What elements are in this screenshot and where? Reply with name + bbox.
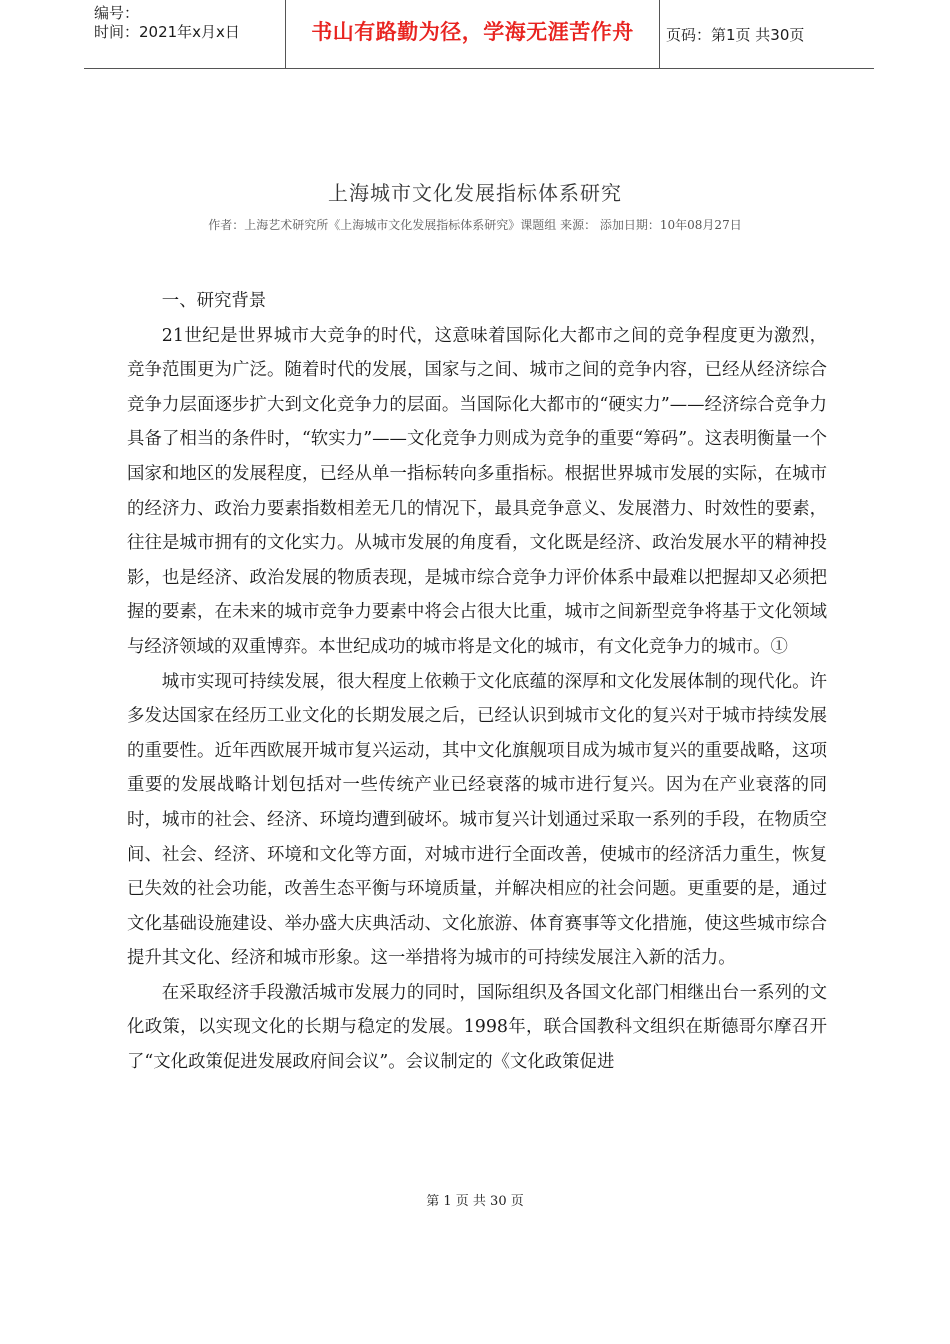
header-meta	[94, 4, 286, 64]
document-title: 上海城市文化发展指标体系研究	[328, 181, 622, 205]
paragraph-3: 在采取经济手段激活城市发展力的同时，国际组织及各国文化部门相继出台一系列的文化政策，以实现文化的长期与稳定的发展。1998年，联合国教科文组织在斯德哥尔摩召开了“文化政策促进发展政府间会议”。会议制定的《文化政策促进	[127, 982, 827, 1073]
header-page-info: 页码：第1页 共30页	[666, 26, 805, 44]
header-motto: 书山有路勤为径，学海无涯苦作舟	[311, 20, 634, 44]
paragraph-1: 21世纪是世界城市大竞争的时代，这意味着国际化大都市之间的竞争程度更为激烈，竞争范围更为广泛。随着时代的发展，国家与之间、城市之间的竞争内容，已经从经济综合竞争力层面逐步扩大到文化竞争力的层面。当国际化大都市的“硬实力”——经济综合竞争力具备了相当的条件时，“软实力”——文化竞争力则成为竞争的重要“筹码”。这表明衡量一个国家和地区的发展程度，已经从单一指标转向多重指标。根据世界城市发展的实际，在城市的经济力、政治力要素指数相差无几的情况下，最具竞争意义、发展潜力、时效性的要素，往往是城市拥有的文化实力。从城市发展的角度看，文化既是经济、政治发展水平的精神投影，也是经济、政治发展的物质表现，是城市综合竞争力评价体系中最难以把握却又必须把握的要素，在未来的城市竞争力要素中将会占很大比重，城市之间新型竞争将基于文化领域与经济领域的双重博弈。本世纪成功的城市将是文化的城市，有文化竞争力的城市。①	[127, 325, 827, 657]
page-header	[84, 0, 874, 69]
document-byline: 作者：上海艺术研究所《上海城市文化发展指标体系研究》课题组 来源： 添加日期：10年08月27日	[208, 218, 742, 232]
header-divider-right	[659, 0, 660, 68]
section-heading: 一、研究背景	[161, 291, 267, 311]
document-body	[127, 284, 827, 1080]
number-label: 编号：	[94, 4, 140, 22]
paragraph-2: 城市实现可持续发展，很大程度上依赖于文化底蕴的深厚和文化发展体制的现代化。许多发达国家在经历工业文化的长期发展之后，已经认识到城市文化的复兴对于城市持续发展的重要性。近年西欧展开城市复兴运动，其中文化旗舰项目成为城市复兴的重要战略，这项重要的发展战略计划包括对一些传统产业已经衰落的城市进行复兴。因为在产业衰落的同时，城市的社会、经济、环境均遭到破坏。城市复兴计划通过采取一系列的手段，在物质空间、社会、经济、环境和文化等方面，对城市进行全面改善，使城市的经济活力重生，恢复已失效的社会功能，改善生态平衡与环境质量，并解决相应的社会问题。更重要的是，通过文化基础设施建设、举办盛大庆典活动、文化旅游、体育赛事等文化措施，使这些城市综合提升其文化、经济和城市形象。这一举措将为城市的可持续发展注入新的活力。	[127, 671, 827, 969]
time-label: 时间：2021年x月x日	[94, 23, 240, 41]
page-footer: 第 1 页 共 30 页	[426, 1194, 524, 1209]
